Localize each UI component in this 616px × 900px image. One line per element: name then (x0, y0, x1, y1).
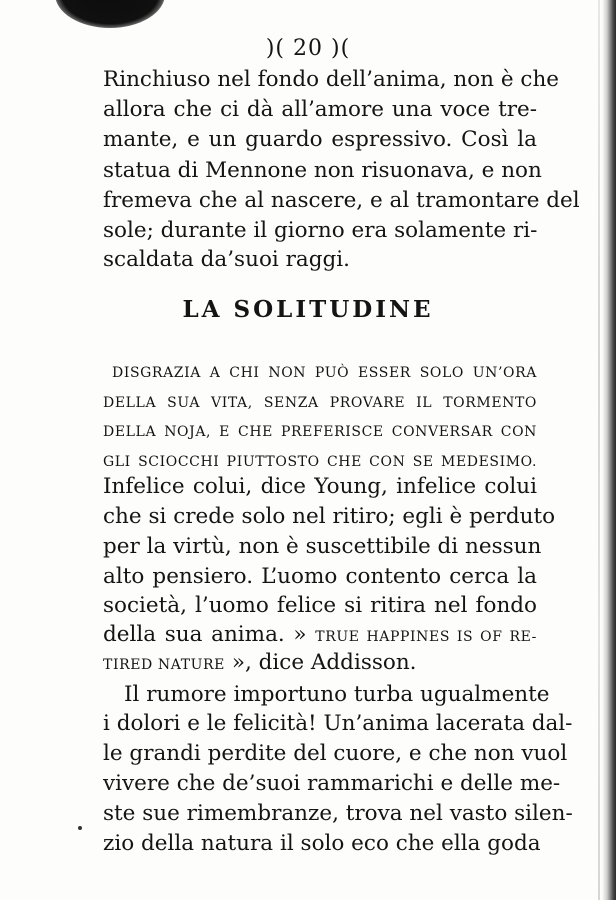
text-line: Il rumore importuno turba ugualmente (124, 682, 550, 707)
text-line: i dolori e le felicità! Un’anima lacerata dal- (103, 711, 573, 736)
text-line: le grandi perdite del cuore, e che non vuol (103, 741, 568, 766)
text-line: società, l’uomo felice si ritira nel fondo (103, 593, 537, 618)
text-line: fremeva che al nascere, e al tramontare del (103, 188, 580, 213)
scan-shadow (55, 0, 165, 28)
text-line: Rinchiuso nel fondo dell’anima, non è che (103, 67, 560, 92)
text-line: statua di Mennone non risuonava, e non (103, 158, 542, 183)
text-line: ste sue rimembranze, trova nel vasto silen- (103, 801, 573, 826)
text-line: vivere che de’suoi rammarichi e delle me- (103, 771, 561, 796)
quote-attribution: », dice Addisson. (225, 650, 417, 675)
text-line-smallcaps: DISGRAZIA A CHI NON PUÒ ESSER SOLO UN’ORA (112, 365, 537, 381)
text-line: zio della natura il solo eco che ella goda (103, 831, 541, 856)
text-line: scaldata da’suoi raggi. (103, 247, 350, 272)
text-line-smallcaps: GLI SCIOCCHI PIUTTOSTO CHE CON SE MEDESIMO. (103, 454, 537, 470)
text-line: alto pensiero. L’uomo contento cerca la (103, 564, 537, 589)
page-number: )( 20 )( (265, 36, 351, 61)
text-line: per la virtù, non è suscettibile di nessun (103, 534, 542, 559)
text-line: Infelice colui, dice Young, infelice colui (103, 474, 537, 499)
text-line: che si crede solo nel ritiro; egli è perduto (103, 504, 556, 529)
text-line: sole; durante il giorno era solamente ri- (103, 218, 538, 243)
ink-speck (78, 826, 82, 830)
section-heading: LA SOLITUDINE (182, 296, 434, 323)
text-line: allora che ci dà all’amore una voce tre- (103, 97, 537, 122)
page-edge-line (598, 0, 600, 900)
quote-lead-text: della sua anima. » (103, 622, 316, 647)
text-line-quote-end (103, 649, 537, 679)
text-line-smallcaps: DELLA NOJA, E CHE PREFERISCE CONVERSAR CON (103, 424, 537, 440)
text-line: mante, e un guardo espressivo. Così la (103, 127, 537, 152)
quote-smallcaps: TIRED NATURE (103, 657, 225, 673)
text-line-smallcaps: DELLA SUA VITA, SENZA PROVARE IL TORMENTO (103, 395, 537, 411)
text-line-quote-start (103, 621, 537, 651)
page-edge (602, 0, 616, 900)
quote-smallcaps: TRUE HAPPINES IS OF RE- (315, 629, 538, 645)
